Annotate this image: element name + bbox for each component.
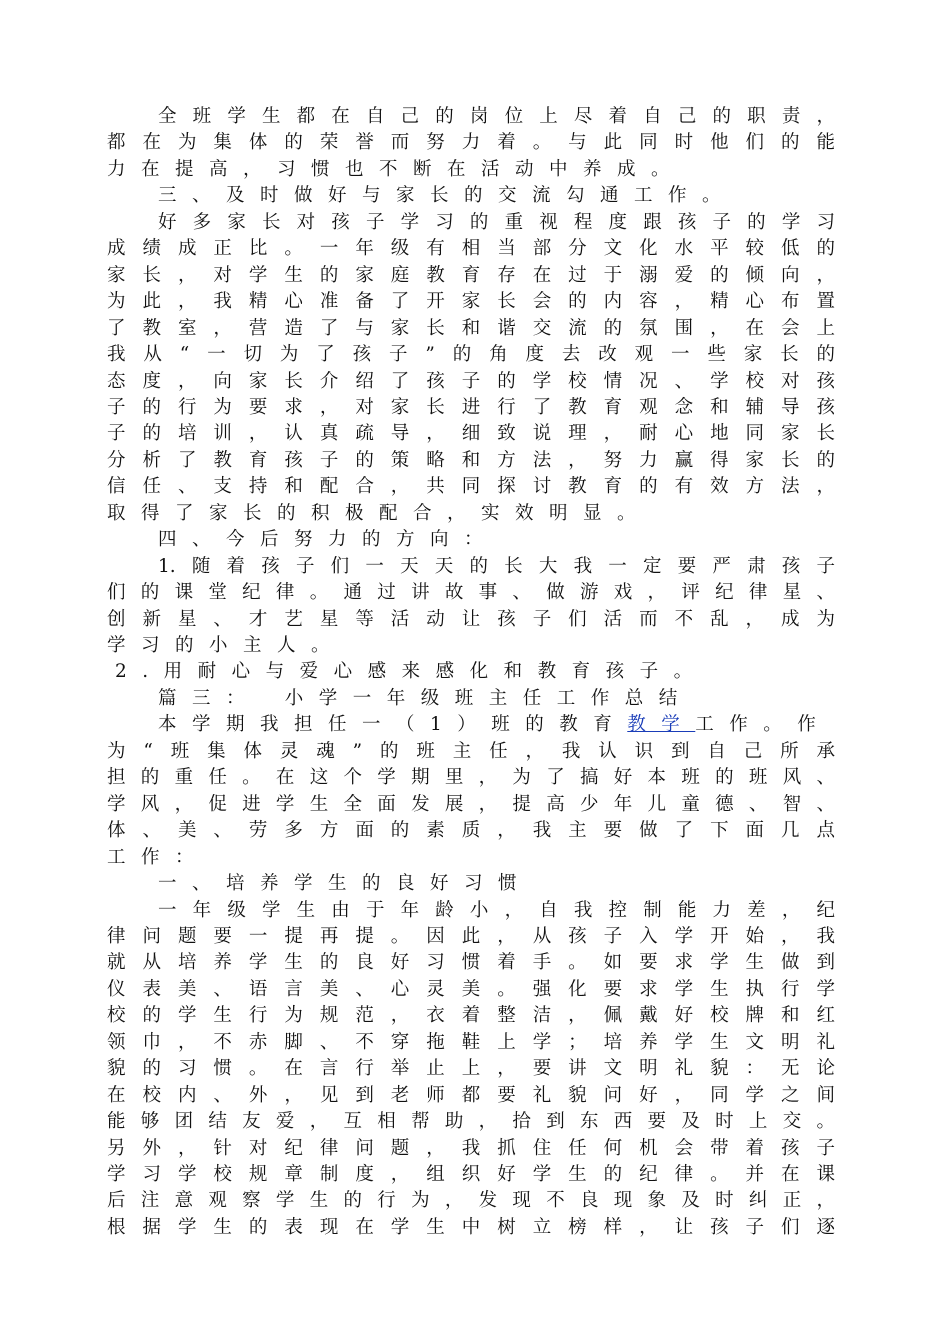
line-text: 篇三： 小学一年级班主任工作总结 bbox=[158, 687, 693, 709]
line-text: 成绩成正比。一年级有相当部分文化水平较低的 bbox=[107, 238, 835, 260]
line-text: 全班学生都在自己的岗位上尽着自己的职责， bbox=[158, 106, 835, 127]
line-text: 我从“一切为了孩子”的角度去改观一些家长的 bbox=[107, 344, 835, 366]
line-text: 创新星、才艺星等活动让孩子们活而不乱，成为 bbox=[107, 608, 835, 630]
line-text: 子的行为要求，对家长进行了教育观念和辅导孩 bbox=[107, 396, 835, 418]
teaching-link[interactable]: 教学 bbox=[627, 714, 696, 736]
line-text: 2.用耐心与爱心感来感化和教育孩子。 bbox=[115, 661, 708, 683]
text-line bbox=[158, 712, 835, 738]
text-line bbox=[107, 1003, 835, 1029]
line-text: 好多家长对孩子学习的重视程度跟孩子的学习 bbox=[158, 211, 835, 233]
text-line bbox=[107, 1162, 835, 1188]
line-text-after-link: 工作。作 bbox=[695, 714, 832, 736]
text-line bbox=[107, 474, 835, 500]
line-text: 信任、支持和配合，共同探讨教育的有效方法， bbox=[107, 476, 835, 498]
text-line bbox=[107, 845, 209, 871]
line-text: 领巾，不赤脚、不穿拖鞋上学；培养学生文明礼 bbox=[107, 1031, 835, 1053]
line-text: 为“班集体灵魂”的班主任，我认识到自己所承 bbox=[107, 740, 835, 762]
line-text: 力在提高，习惯也不断在活动中养成。 bbox=[107, 158, 686, 180]
line-text: 分析了教育孩子的策略和方法，努力赢得家长的 bbox=[107, 449, 835, 471]
text-line bbox=[107, 607, 835, 633]
text-line bbox=[107, 395, 835, 421]
text-line bbox=[107, 289, 835, 315]
text-line bbox=[107, 765, 835, 791]
text-line bbox=[107, 316, 835, 342]
text-line bbox=[158, 871, 532, 897]
line-text: 们的课堂纪律。通过讲故事、做游戏，评纪律星、 bbox=[107, 582, 835, 604]
line-text: 为此，我精心准备了开家长会的内容，精心布置 bbox=[107, 291, 835, 313]
text-line bbox=[158, 527, 498, 553]
line-text: 能够团结友爱，互相帮助，拾到东西要及时上交。 bbox=[107, 1111, 835, 1133]
text-line bbox=[107, 157, 685, 183]
line-text: 了教室，营造了与家长和谐交流的氛围，在会上 bbox=[107, 317, 835, 339]
text-line bbox=[107, 818, 835, 844]
text-line bbox=[107, 977, 835, 1003]
line-text: 貌的习惯。在言行举止上，要讲文明礼貌：无论 bbox=[107, 1058, 835, 1080]
text-line bbox=[107, 448, 835, 474]
text-line bbox=[107, 1030, 835, 1056]
text-line bbox=[107, 1056, 835, 1082]
text-line bbox=[107, 130, 835, 156]
text-line bbox=[107, 924, 835, 950]
line-text: 律问题要一提再提。因此，从孩子入学开始，我 bbox=[107, 925, 835, 947]
line-text: 后注意观察学生的行为，发现不良现象及时纠正， bbox=[107, 1190, 835, 1212]
line-text: 学风，促进学生全面发展，提高少年儿童德、智、 bbox=[107, 793, 835, 815]
line-text: 子的培训，认真疏导，细致说理，耐心地同家长 bbox=[107, 423, 835, 445]
text-line bbox=[158, 104, 835, 130]
text-line bbox=[158, 210, 835, 236]
line-text: 四、今后努力的方向： bbox=[158, 529, 499, 551]
line-text: 一年级学生由于年龄小，自我控制能力差，纪 bbox=[158, 899, 835, 921]
text-line bbox=[107, 1109, 835, 1135]
line-text: 都在为集体的荣誉而努力着。与此同时他们的能 bbox=[107, 132, 835, 154]
text-line bbox=[107, 263, 835, 289]
line-text: 1.随着孩子们一天天的长大我一定要严肃孩子 bbox=[158, 555, 835, 577]
text-line bbox=[107, 1136, 835, 1162]
line-text: 三、及时做好与家长的交流勾通工作。 bbox=[158, 185, 737, 207]
text-line bbox=[107, 792, 835, 818]
line-text: 一、培养学生的良好习惯 bbox=[158, 873, 533, 895]
line-text: 工作： bbox=[107, 846, 210, 868]
line-text: 态度，向家长介绍了孩子的学校情况、学校对孩 bbox=[107, 370, 835, 392]
text-line bbox=[158, 554, 835, 580]
text-line bbox=[158, 898, 835, 924]
text-line bbox=[107, 342, 835, 368]
line-text: 家长，对学生的家庭教育存在过于溺爱的倾向， bbox=[107, 264, 835, 286]
line-text: 在校内、外，见到老师都要礼貌问好，同学之间 bbox=[107, 1084, 835, 1106]
text-line bbox=[107, 633, 345, 659]
text-line bbox=[115, 659, 708, 685]
text-line bbox=[107, 501, 651, 527]
line-text: 取得了家长的积极配合，实效明显。 bbox=[107, 502, 652, 524]
text-line bbox=[158, 686, 693, 712]
text-line bbox=[107, 369, 835, 395]
line-text: 就从培养学生的良好习惯着手。如要求学生做到 bbox=[107, 952, 835, 974]
text-line bbox=[107, 739, 835, 765]
line-text: 本学期我担任一（1）班的教育 bbox=[158, 714, 628, 736]
text-line bbox=[107, 236, 835, 262]
text-line bbox=[107, 1083, 835, 1109]
line-text: 根据学生的表现在学生中树立榜样，让孩子们逐 bbox=[107, 1216, 835, 1238]
text-line bbox=[107, 421, 835, 447]
line-text: 学习学校规章制度，组织好学生的纪律。并在课 bbox=[107, 1164, 835, 1185]
text-line bbox=[107, 950, 835, 976]
line-text: 体、美、劳多方面的素质，我主要做了下面几点 bbox=[107, 820, 835, 842]
text-line bbox=[107, 580, 835, 606]
text-line bbox=[158, 183, 736, 209]
line-text: 学习的小主人。 bbox=[107, 635, 346, 656]
text-line bbox=[107, 1188, 835, 1214]
line-text: 仪表美、语言美、心灵美。强化要求学生执行学 bbox=[107, 978, 835, 1000]
text-line bbox=[107, 1215, 835, 1241]
line-text: 校的学生行为规范，衣着整洁，佩戴好校牌和红 bbox=[107, 1005, 835, 1027]
line-text: 担的重任。在这个学期里，为了搞好本班的班风、 bbox=[107, 767, 835, 789]
line-text: 另外，针对纪律问题，我抓住任何机会带着孩子 bbox=[107, 1137, 835, 1159]
